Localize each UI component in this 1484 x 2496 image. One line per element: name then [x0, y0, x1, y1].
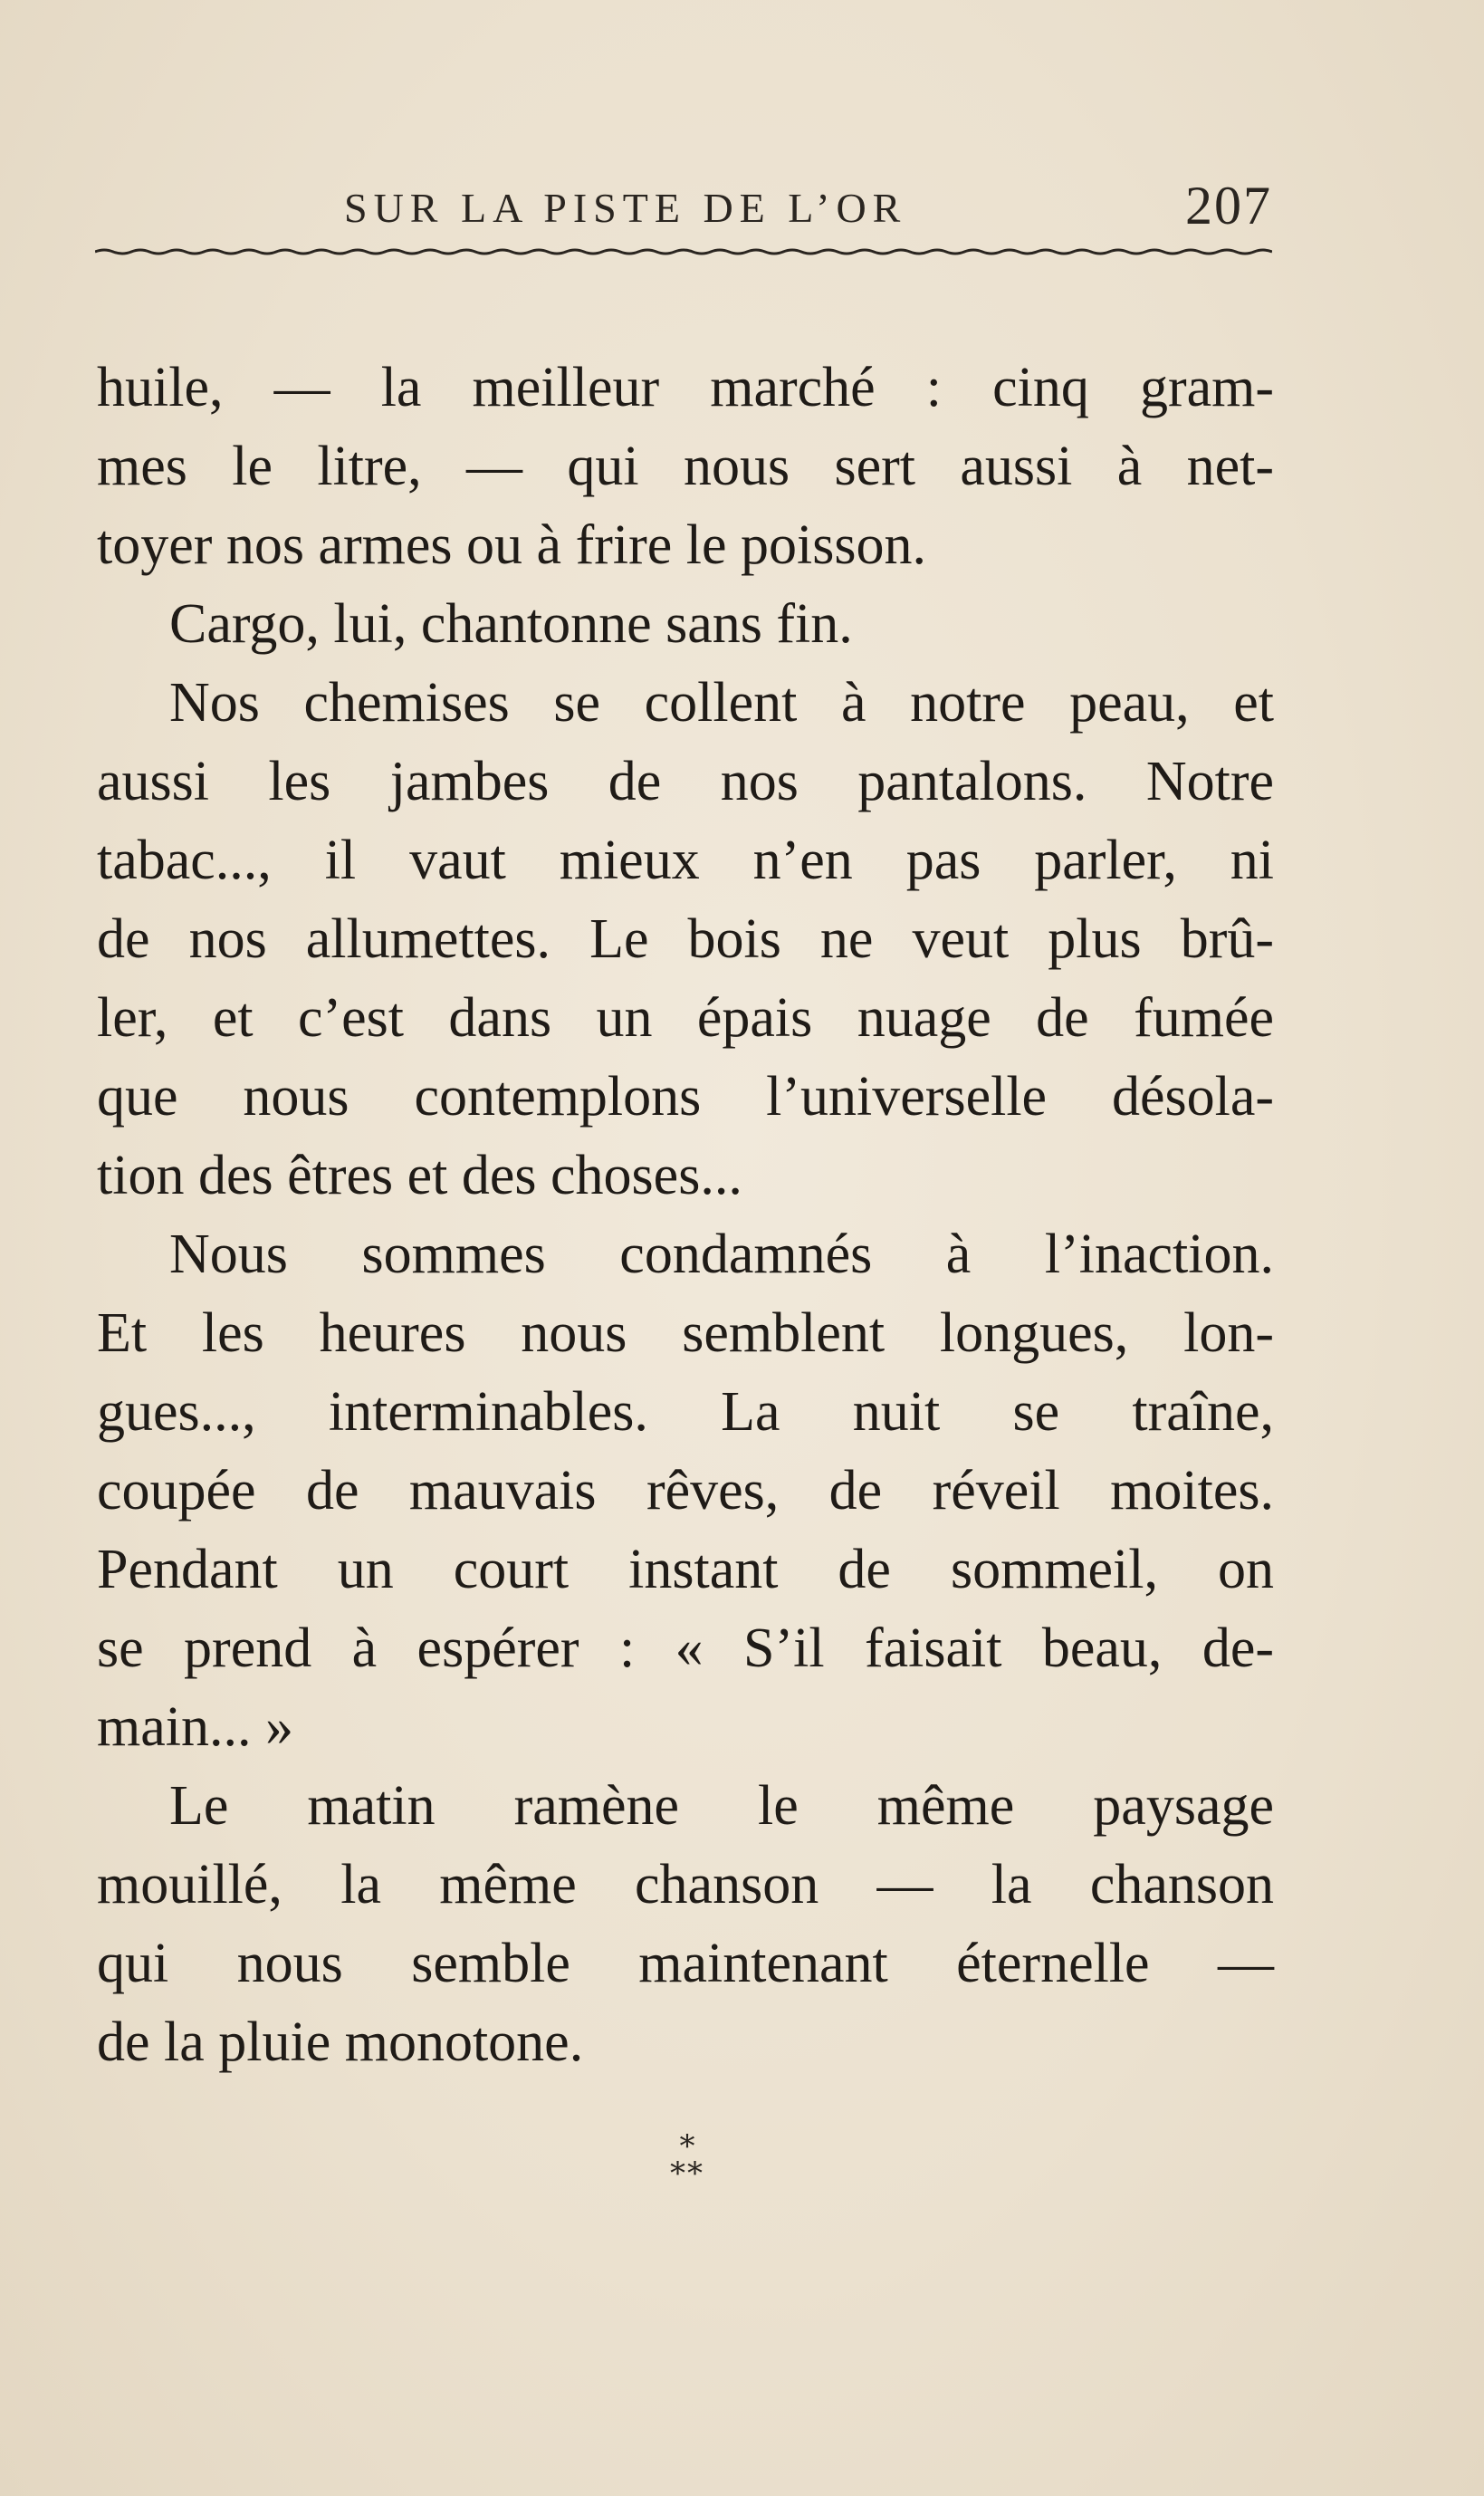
text-line: gues..., interminables. La nuit se traîne,	[97, 1381, 1274, 1443]
running-title: SUR LA PISTE DE L’OR	[344, 185, 907, 231]
text-line: toyer nos armes ou à frire le poisson.	[97, 514, 926, 576]
text-line: qui nous semble maintenant éternelle —	[97, 1933, 1274, 1994]
header-rule	[95, 248, 1272, 255]
text-line: main... »	[97, 1696, 293, 1758]
text-line: tabac..., il vaut mieux n’en pas parler, ni	[97, 830, 1274, 891]
text-line: tion des êtres et des choses...	[97, 1145, 742, 1206]
page-header	[344, 175, 1272, 238]
text-line: coupée de mauvais rêves, de réveil moites.	[97, 1460, 1274, 1522]
text-line: de la pluie monotone.	[97, 2011, 584, 2073]
asterism-top: *	[679, 2128, 695, 2165]
body-text	[97, 349, 1274, 2082]
text-line: huile, — la meilleur marché : cinq gram-	[97, 357, 1274, 418]
text-line: Pendant un court instant de sommeil, on	[97, 1539, 1274, 1600]
page-number: 207	[1185, 176, 1272, 235]
text-line: que nous contemplons l’universelle désola-	[97, 1066, 1274, 1128]
section-separator	[651, 2128, 723, 2196]
text-line: aussi les jambes de nos pantalons. Notre	[97, 751, 1274, 812]
text-line: Cargo, lui, chantonne sans fin.	[169, 593, 853, 655]
text-line: Et les heures nous semblent longues, lon-	[97, 1302, 1274, 1364]
text-line: de nos allumettes. Le bois ne veut plus brû-	[97, 908, 1274, 970]
text-line: Le matin ramène le même paysage	[169, 1775, 1274, 1837]
text-line: mouillé, la même chanson — la chanson	[97, 1854, 1274, 1915]
text-line: Nos chemises se collent à notre peau, et	[169, 672, 1274, 734]
asterism-bottom: **	[670, 2155, 704, 2192]
text-line: se prend à espérer : « S’il faisait beau, de-	[97, 1618, 1274, 1679]
text-line: mes le litre, — qui nous sert aussi à net-	[97, 436, 1274, 497]
text-line: ler, et c’est dans un épais nuage de fumée	[97, 987, 1274, 1049]
text-line: Nous sommes condamnés à l’inaction.	[169, 1224, 1274, 1285]
